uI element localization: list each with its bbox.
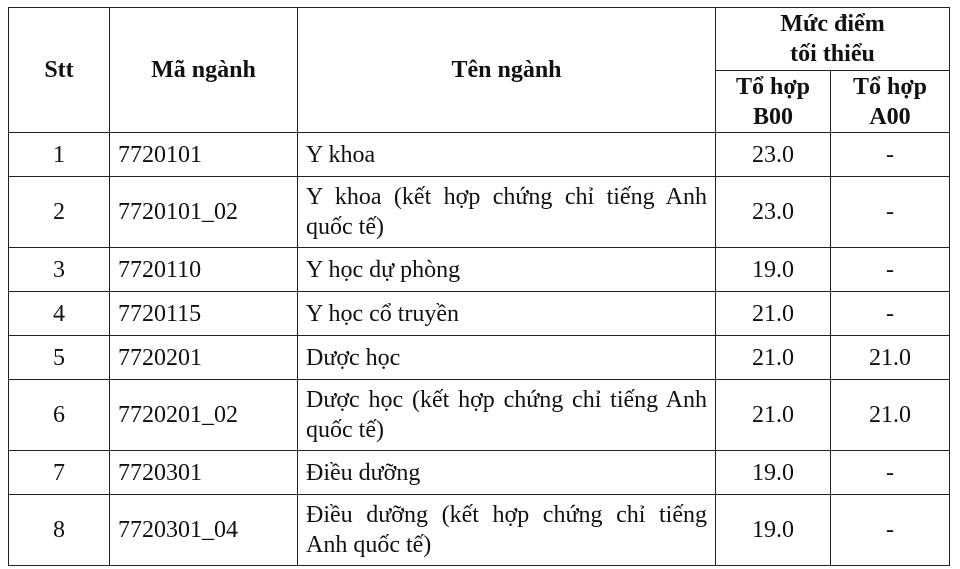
cell-a00: 21.0 — [831, 380, 950, 451]
cell-b00: 19.0 — [716, 451, 831, 495]
cell-ma-nganh: 7720301 — [110, 451, 298, 495]
cell-ma-nganh: 7720115 — [110, 292, 298, 336]
table-row — [9, 177, 950, 248]
header-ten-nganh: Tên ngành — [298, 8, 716, 133]
cell-b00: 23.0 — [716, 177, 831, 248]
cell-stt: 7 — [9, 451, 110, 495]
cell-a00: - — [831, 292, 950, 336]
cell-b00: 21.0 — [716, 292, 831, 336]
cell-ten-nganh: Điều dưỡng (kết hợp chứng chỉ tiếng Anh quốc tế) — [298, 495, 716, 566]
header-stt: Stt — [9, 8, 110, 133]
table-row — [9, 380, 950, 451]
header-ma-nganh: Mã ngành — [110, 8, 298, 133]
table-row — [9, 336, 950, 380]
cell-ten-nganh: Điều dưỡng — [298, 451, 716, 495]
table-row — [9, 451, 950, 495]
cell-a00: - — [831, 451, 950, 495]
cell-b00: 23.0 — [716, 133, 831, 177]
cell-b00: 19.0 — [716, 248, 831, 292]
cell-stt: 5 — [9, 336, 110, 380]
cell-a00: - — [831, 248, 950, 292]
table-row — [9, 495, 950, 566]
header-row — [9, 8, 950, 71]
cell-ma-nganh: 7720301_04 — [110, 495, 298, 566]
cell-b00: 21.0 — [716, 336, 831, 380]
cell-stt: 8 — [9, 495, 110, 566]
cell-a00: 21.0 — [831, 336, 950, 380]
header-b00 — [716, 71, 831, 133]
cell-ten-nganh: Dược học — [298, 336, 716, 380]
cell-ma-nganh: 7720101 — [110, 133, 298, 177]
cell-stt: 4 — [9, 292, 110, 336]
admission-score-table — [8, 7, 950, 566]
cell-ten-nganh: Y khoa (kết hợp chứng chỉ tiếng Anh quốc tế) — [298, 177, 716, 248]
cell-a00: - — [831, 177, 950, 248]
header-b00-line2: B00 — [752, 103, 793, 130]
header-a00 — [831, 71, 950, 133]
cell-ma-nganh: 7720110 — [110, 248, 298, 292]
cell-stt: 2 — [9, 177, 110, 248]
cell-ma-nganh: 7720101_02 — [110, 177, 298, 248]
table-row — [9, 248, 950, 292]
header-muc-diem — [716, 8, 950, 71]
table-row — [9, 133, 950, 177]
cell-ma-nganh: 7720201_02 — [110, 380, 298, 451]
cell-ten-nganh: Y học dự phòng — [298, 248, 716, 292]
cell-ten-nganh: Y khoa — [298, 133, 716, 177]
table-row — [9, 292, 950, 336]
header-a00-line2: A00 — [869, 103, 911, 130]
header-muc-diem-line2: tối thiểu — [790, 41, 875, 67]
header-a00-line1: Tổ hợp — [853, 73, 927, 100]
cell-stt: 6 — [9, 380, 110, 451]
cell-ten-nganh: Y học cổ truyền — [298, 292, 716, 336]
cell-ma-nganh: 7720201 — [110, 336, 298, 380]
cell-a00: - — [831, 495, 950, 566]
header-muc-diem-line1: Mức điểm — [780, 11, 885, 37]
cell-a00: - — [831, 133, 950, 177]
cell-b00: 19.0 — [716, 495, 831, 566]
cell-ten-nganh: Dược học (kết hợp chứng chỉ tiếng Anh quốc tế) — [298, 380, 716, 451]
cell-b00: 21.0 — [716, 380, 831, 451]
header-b00-line1: Tổ hợp — [736, 73, 810, 100]
cell-stt: 1 — [9, 133, 110, 177]
cell-stt: 3 — [9, 248, 110, 292]
